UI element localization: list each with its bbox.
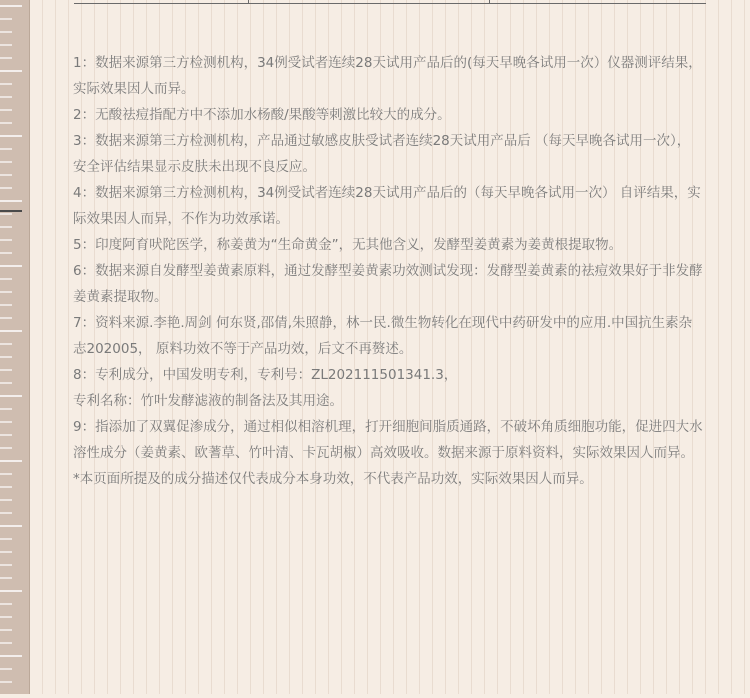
footnote-5: 5：印度阿育吠陀医学，称姜黄为“生命黄金”，无其他含义，发酵型姜黄素为姜黄根提取物。 [73, 237, 623, 253]
table-column-divider [489, 0, 490, 3]
table-column-divider [248, 0, 249, 3]
footnotes-list [73, 50, 703, 492]
footnote-1: 1：数据来源第三方检测机构，34例受试者连续28天试用产品后的(每天早晚各试用一次）仪器测评结果，实际效果因人而异。 [73, 55, 702, 97]
footnote-4: 4：数据来源第三方检测机构，34例受试者连续28天试用产品后的（每天早晚各试用一次） 自评结果，实际效果因人而异，不作为功效承诺。 [73, 185, 701, 227]
footnote-3: 3：数据来源第三方检测机构，产品通过敏感皮肤受试者连续28天试用产品后 （每天早晚各试用一次），安全评估结果显示皮肤未出现不良反应。 [73, 133, 691, 175]
ruler-ticks [0, 0, 29, 694]
footnote-9: 9：指添加了双翼促渗成分，通过相似相溶机理，打开细胞间脂质通路，不破坏角质细胞功能，促进四大水溶性成分（姜黄素、欧蓍草、竹叶清、卡瓦胡椒）高效吸收。数据来源于原料资料，实际效果因人而异。 [73, 419, 703, 461]
ruler-strip [0, 0, 30, 694]
footnote-2: 2：无酸祛痘指配方中不添加水杨酸/果酸等刺激比较大的成分。 [73, 107, 451, 123]
footnote-7: 7：资料来源.李艳.周剑 何东贤,邵倩,朱照静，林一民.微生物转化在现代中药研发中的应用.中国抗生素杂志202005， 原料功效不等于产品功效，后文不再赘述。 [73, 315, 693, 357]
footnote-8-patent-name: 专利名称：竹叶发酵滤液的制备法及其用途。 [73, 393, 343, 409]
footnote-8: 8：专利成分，中国发明专利，专利号：ZL202111501341.3， [73, 367, 458, 383]
footnote-disclaimer: *本页面所提及的成分描述仅代表成分本身功效，不代表产品功效，实际效果因人而异。 [73, 471, 593, 487]
table-bottom-edge [74, 0, 706, 4]
footnote-6: 6：数据来源自发酵型姜黄素原料，通过发酵型姜黄素功效测试发现：发酵型姜黄素的祛痘效果好于非发酵姜黄素提取物。 [73, 263, 703, 305]
